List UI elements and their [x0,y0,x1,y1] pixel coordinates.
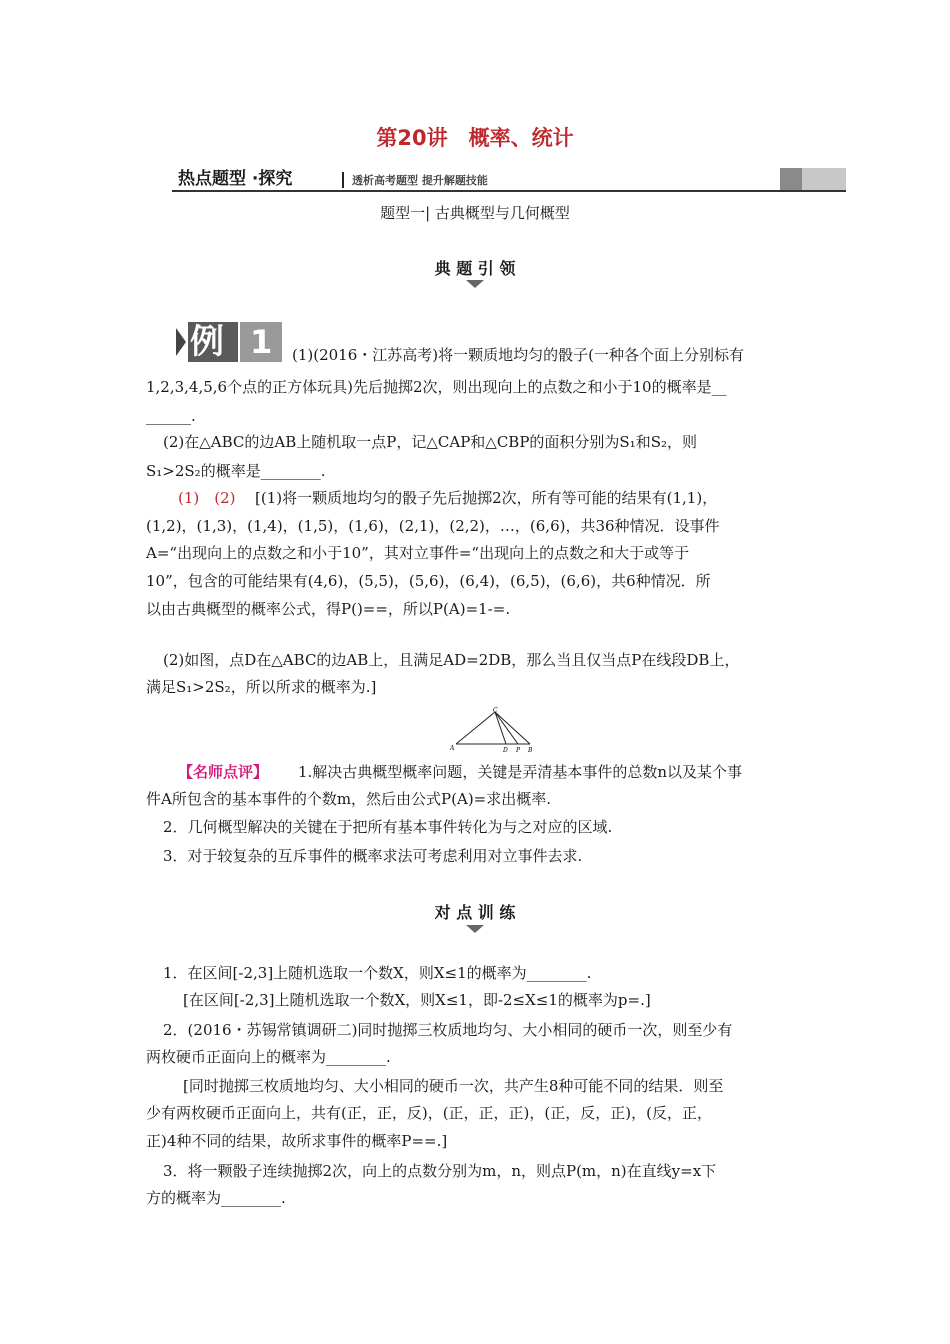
answer2-line: 满足S₁>2S₂，所以所求的概率为.] [146,678,377,696]
answer1-line: 以由古典概型的概率公式，得P()==，所以P(A)=1-=. [146,600,511,618]
answer1-line: [(1)将一颗质地均匀的骰子先后抛掷2次，所有等可能的结果有(1,1)， [255,489,718,507]
figure-label: B [528,747,533,754]
figure-label: C [493,707,498,714]
banner-decoration-dark [780,168,802,190]
banner-rule [172,190,846,192]
banner-subtitle: 透析高考题型 提升解题技能 [352,174,488,187]
example-q1-line: (1)(2016・江苏高考)将一颗质地均匀的骰子(一种各个面上分别标有 [292,346,744,364]
comment-label: 【名师点评】 [178,763,269,781]
example-q2-line: S₁>2S₂的概率是________. [146,462,326,480]
example-badge-number: 1 [250,323,273,361]
comment-line: 件A所包含的基本事件的个数m，然后由公式P(A)=求出概率. [146,790,552,808]
figure-label: D [503,747,508,754]
answer2-line: (2)如图，点D在△ABC的边AB上，且满足AD=2DB，那么当且仅当点P在线段DB上， [163,651,740,669]
question-type-heading: 题型一| 古典概型与几何概型 [380,204,570,222]
training-line: 1．在区间[-2,3]上随机选取一个数X，则X≤1的概率为________. [163,964,592,982]
training-line: [同时抛掷三枚质地均匀、大小相同的硬币一次，共产生8种可能不同的结果．则至 [183,1077,724,1095]
example-badge-word: 例 [190,322,224,362]
page-title: 第20讲 概率、统计 [376,126,574,150]
example-badge [176,322,282,362]
training-line: 少有两枚硬币正面向上，共有(正，正，反)，(正，正，正)，(正，反，正)，(反，正， [146,1104,712,1122]
answer1-line: A=“出现向上的点数之和小于10”，其对立事件=“出现向上的点数之和大于或等于 [146,544,690,562]
training-line: 方的概率为________. [146,1189,286,1207]
banner-decoration-light [802,168,846,190]
example-q1-line: 1,2,3,4,5,6个点的正方体玩具)先后抛掷2次，则出现向上的点数之和小于10的概率是__ [146,378,727,396]
training-line: 两枚硬币正面向上的概率为________. [146,1048,391,1066]
figure-label: P [516,747,521,754]
comment-line: 1.解决古典概型概率问题，关键是弄清基本事件的总数n以及某个事 [298,763,742,781]
comment-line: 2．几何概型解决的关键在于把所有基本事件转化为与之对应的区域. [163,818,613,836]
answer-marks: (1) (2) [178,489,236,507]
training-line: 2．(2016・苏锡常镇调研二)同时抛掷三枚质地均匀、大小相同的硬币一次，则至少有 [163,1021,733,1039]
example-section-label: 典 题 引 领 [434,259,516,278]
training-line: [在区间[-2,3]上随机选取一个数X，则X≤1，即-2≤X≤1的概率为p=.] [183,991,651,1009]
example-q2-line: (2)在△ABC的边AB上随机取一点P，记△CAP和△CBP的面积分别为S₁和S₂，则 [163,433,697,451]
answer1-line: 10”，包含的可能结果有(4,6)，(5,5)，(5,6)，(6,4)，(6,5)，(6,6)，共6种情况．所 [146,572,711,590]
comment-line: 3．对于较复杂的互斥事件的概率求法可考虑利用对立事件去求. [163,847,583,865]
training-section-label: 对 点 训 练 [434,903,516,922]
down-triangle-icon [466,925,484,933]
section-banner [172,168,846,194]
training-line: 3．将一颗骰子连续抛掷2次，向上的点数分别为m，n，则点P(m，n)在直线y=x下 [163,1162,717,1180]
triangle-figure [448,706,538,754]
example-q1-line: ______. [146,407,196,425]
down-triangle-icon [466,280,484,288]
answer1-line: (1,2)，(1,3)，(1,4)，(1,5)，(1,6)，(2,1)，(2,2)，…，(6,6)，共36种情况．设事件 [146,517,720,535]
banner-label: 热点题型 ·探究 [178,169,293,189]
banner-divider [342,172,344,188]
figure-label: A [450,745,455,752]
training-line: 正)4种不同的结果，故所求事件的概率P==.] [146,1132,448,1150]
